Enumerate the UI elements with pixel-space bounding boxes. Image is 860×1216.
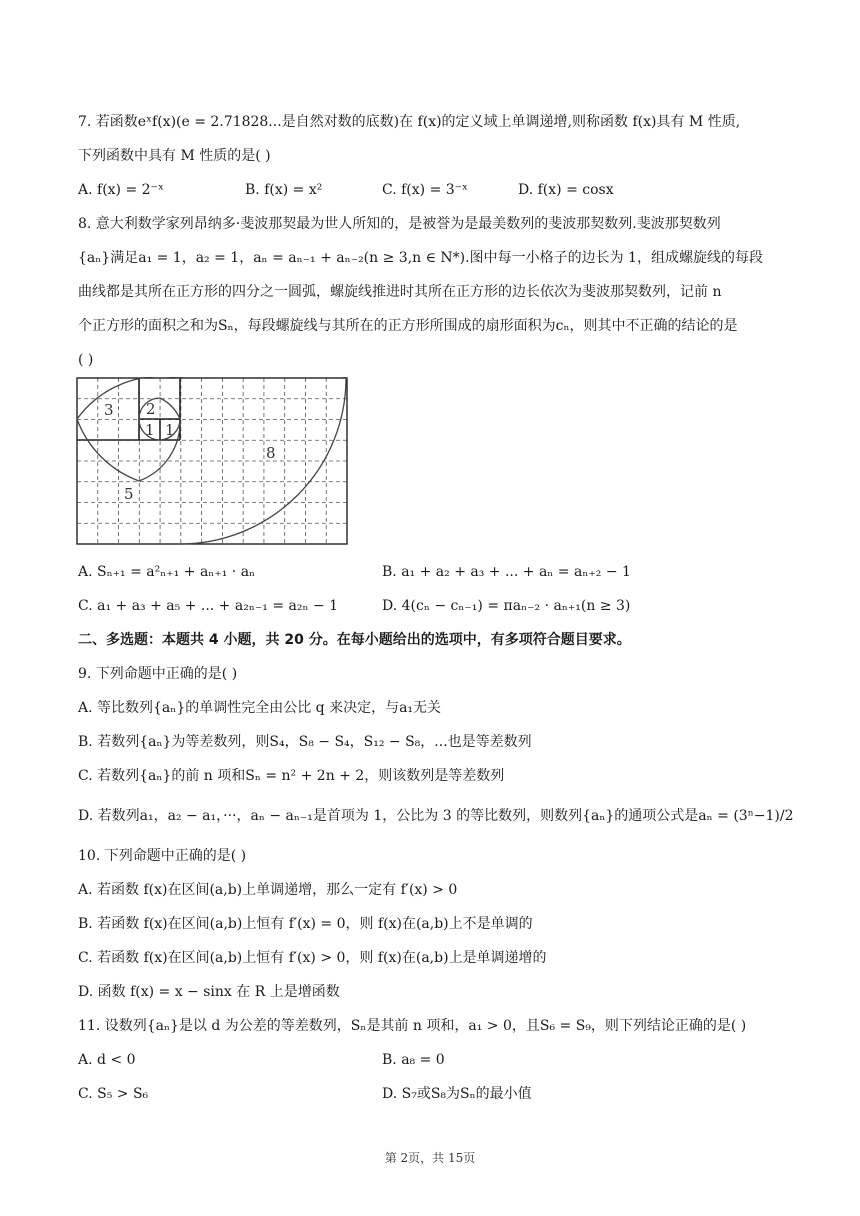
q8-option-a: A. Sₙ₊₁ = a²ₙ₊₁ + aₙ₊₁ · aₙ [78,564,256,580]
q7-option-c: C. f(x) = 3⁻ˣ [382,182,468,198]
q8-option-d: D. 4(cₙ − cₙ₋₁) = πaₙ₋₂ · aₙ₊₁(n ≥ 3) [382,598,631,614]
square-label-8: 8 [266,444,276,462]
q11-stem: 11. 设数列{aₙ}是以 d 为公差的等差数列，Sₙ是其前 n 项和，a₁ > 0，且S₆ = S₉，则下列结论正确的是( ) [78,1018,747,1034]
q7-option-d: D. f(x) = cosx [518,182,614,198]
q8-option-b: B. a₁ + a₂ + a₃ + ... + aₙ = aₙ₊₂ − 1 [382,564,631,580]
fibonacci-grid-svg [76,377,348,545]
q10-option-c: C. 若函数 f(x)在区间(a,b)上恒有 f′(x) > 0，则 f(x)在(a,b)上是单调递增的 [78,950,547,966]
q8-stem-line5: ( ) [78,352,94,368]
q7-stem-line1: 7. 若函数eˣf(x)(e = 2.71828...是自然对数的底数)在 f(x)的定义域上单调递增,则称函数 f(x)具有 M 性质, [78,114,741,130]
square-label-5: 5 [124,485,134,503]
q10-stem: 10. 下列命题中正确的是( ) [78,848,247,864]
square-label-1a: 1 [145,421,155,439]
q9-option-c: C. 若数列{aₙ}的前 n 项和Sₙ = n² + 2n + 2，则该数列是等差数列 [78,768,505,784]
q9-option-a: A. 等比数列{aₙ}的单调性完全由公比 q 来决定，与a₁无关 [78,700,442,716]
q8-stem-line4: 个正方形的面积之和为Sₙ，每段螺旋线与其所在的正方形所围成的扇形面积为cₙ，则其中不正确的结论的是 [78,318,738,334]
q9-option-b: B. 若数列{aₙ}为等差数列，则S₄，S₈ − S₄，S₁₂ − S₈，...也是等差数列 [78,734,532,750]
q10-option-b: B. 若函数 f(x)在区间(a,b)上恒有 f′(x) = 0，则 f(x)在(a,b)上不是单调的 [78,916,533,932]
fibonacci-spiral-figure [76,377,348,545]
q11-option-c: C. S₅ > S₆ [78,1086,149,1102]
q8-stem-line1: 8. 意大利数学家列昂纳多·斐波那契最为世人所知的，是被誉为是最美数列的斐波那契数列.斐波那契数列 [78,216,721,232]
square-label-1b: 1 [165,421,175,439]
q11-option-a: A. d < 0 [78,1052,136,1068]
square-label-2: 2 [146,400,156,418]
page-footer: 第 2页，共 15页 [384,1151,476,1165]
q11-option-d: D. S₇或S₈为Sₙ的最小值 [382,1086,532,1102]
q9-option-d: D. 若数列a₁，a₂ − a₁，···，aₙ − aₙ₋₁是首项为 1，公比为 3 的等比数列，则数列{aₙ}的通项公式是aₙ = (3ⁿ−1)/2 [78,808,794,824]
q10-option-d: D. 函数 f(x) = x − sinx 在 R 上是增函数 [78,984,340,1000]
q7-stem-line2: 下列函数中具有 M 性质的是( ) [78,148,271,164]
square-label-3: 3 [104,401,114,419]
q7-option-b: B. f(x) = x² [245,182,323,198]
q10-option-a: A. 若函数 f(x)在区间(a,b)上单调递增，那么一定有 f′(x) > 0 [78,882,458,898]
q8-stem-line2: {aₙ}满足a₁ = 1，a₂ = 1，aₙ = aₙ₋₁ + aₙ₋₂(n ≥ 3,n ∈ N*).图中每一小格子的边长为 1，组成螺旋线的每段 [78,250,763,266]
q7-option-a: A. f(x) = 2⁻ˣ [78,182,164,198]
q11-option-b: B. a₈ = 0 [382,1052,445,1068]
q8-option-c: C. a₁ + a₃ + a₅ + ... + a₂ₙ₋₁ = a₂ₙ − 1 [78,598,339,614]
q8-stem-line3: 曲线都是其所在正方形的四分之一圆弧，螺旋线推进时其所在正方形的边长依次为斐波那契数列，记前 n [78,284,722,300]
q9-stem: 9. 下列命题中正确的是( ) [78,666,238,682]
grid-lines [77,378,347,544]
section-heading-multiple-choice: 二、多选题：本题共 4 小题，共 20 分。在每小题给出的选项中，有多项符合题目要求。 [78,632,631,648]
